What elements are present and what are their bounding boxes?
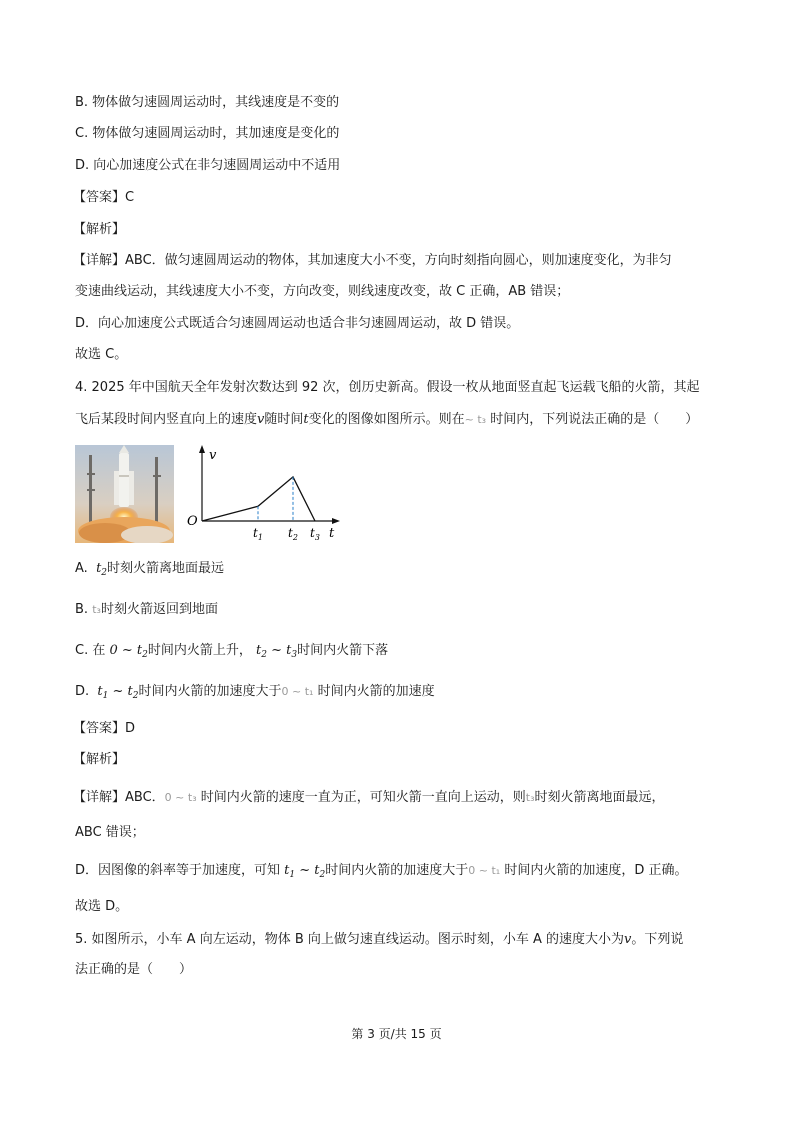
- tick-label-t2: $t_2$: [288, 526, 298, 542]
- q4-option-c: C. 在 0 ~ $t_2$时间内火箭上升， $t_2$ ~ $t_3$时间内火箭下落: [75, 643, 389, 660]
- v-axis-label: v: [209, 448, 217, 463]
- faint-range: ~ t₃: [464, 413, 487, 426]
- t-axis-label: t: [329, 526, 335, 541]
- q4-conclusion: 故选 D。: [75, 899, 129, 914]
- t-axis-arrow: [332, 518, 340, 524]
- q4-answer: 【答案】D: [73, 721, 136, 736]
- v-axis-arrow: [199, 445, 205, 453]
- velocity-time-graph: [182, 443, 342, 543]
- q4-detail-line-2: ABC 错误；: [75, 825, 145, 840]
- q5-stem-line-2: 法正确的是（ ）: [75, 962, 193, 977]
- q3-option-c: C. 物体做匀速圆周运动时，其加速度是变化的: [75, 126, 340, 141]
- q3-option-b: B. 物体做匀速圆周运动时，其线速度是不变的: [75, 95, 340, 110]
- q3-detail-line-2: 变速曲线运动，其线速度大小不变，方向改变，则线速度改变，故 C 正确，AB 错误；: [75, 284, 570, 299]
- page-footer: 第 3 页/共 15 页: [351, 1027, 442, 1041]
- q3-detail-line-1: 【详解】ABC．做匀速圆周运动的物体，其加速度大小不变，方向时刻指向圆心，则加速度变化，为非匀: [73, 253, 672, 268]
- q4-option-b: B. t₃时刻火箭返回到地面: [75, 602, 218, 617]
- q3-conclusion: 故选 C。: [75, 347, 128, 362]
- q5-stem-line-1: 5. 如图所示，小车 A 向左运动，物体 B 向上做匀速直线运动。图示时刻，小车 A 的速度大小为v。下列说: [75, 932, 684, 947]
- tick-label-t1: $t_1$: [253, 526, 263, 542]
- q4-detail-line-1: 【详解】ABC．0 ~ t₃ 时间内火箭的速度一直为正，可知火箭一直向上运动，则t₃时刻火箭离地面最远，: [73, 790, 665, 805]
- q4-stem-line-1: 4. 2025 年中国航天全年发射次数达到 92 次，创历史新高。假设一枚从地面竖直起飞运载飞船的火箭，其起: [75, 380, 700, 395]
- tick-label-t3: $t_3$: [310, 526, 320, 542]
- q3-answer: 【答案】C: [73, 190, 135, 205]
- origin-label: O: [187, 514, 198, 529]
- q4-detail-line-3: D．因图像的斜率等于加速度，可知 $t_1$ ~ $t_2$时间内火箭的加速度大于0 ~ t₁ 时间内火箭的加速度，D 正确。: [75, 863, 688, 880]
- q3-option-d: D. 向心加速度公式在非匀速圆周运动中不适用: [75, 158, 341, 173]
- q3-detail-line-3: D．向心加速度公式既适合匀速圆周运动也适合非匀速圆周运动，故 D 错误。: [75, 316, 520, 331]
- q3-analysis-label: 【解析】: [73, 222, 126, 237]
- velocity-curve: [202, 477, 315, 521]
- q4-stem-line-2: 飞后某段时间内竖直向上的速度v随时间t变化的图像如图所示。则在~ t₃ 时间内，下列说法正确的是（ ）: [75, 412, 699, 427]
- q4-option-d: D. $t_1$ ~ $t_2$时间内火箭的加速度大于0 ~ t₁ 时间内火箭的加速度: [75, 684, 435, 701]
- q4-option-a: A. $t_2$时刻火箭离地面最远: [75, 561, 225, 578]
- rocket-launch-photo: [75, 445, 174, 543]
- q4-analysis-label: 【解析】: [73, 752, 126, 767]
